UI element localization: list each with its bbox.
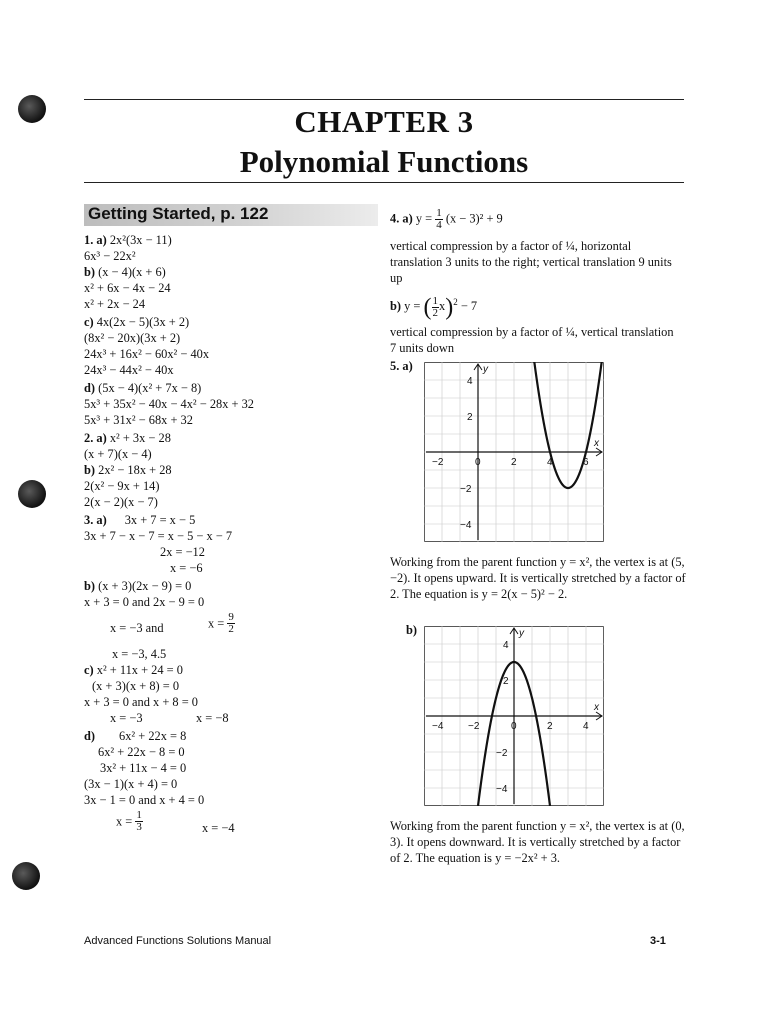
x-tick-label: 4	[547, 457, 553, 468]
math-text: 4x(2x − 5)(3x + 2)	[96, 315, 190, 329]
answer-line	[84, 430, 171, 446]
numerator: 1	[432, 294, 439, 307]
math-text: x = −8	[196, 711, 229, 725]
math-text: 2x² − 18x + 28	[98, 463, 172, 477]
graph-5a-svg	[424, 362, 604, 542]
math-text: )	[445, 294, 454, 321]
y-tick-label: −4	[496, 784, 508, 795]
answer-line	[84, 396, 254, 412]
part-label: c)	[84, 663, 94, 677]
part-label: c)	[84, 315, 94, 329]
answer-line	[84, 512, 195, 528]
answer-line	[110, 710, 143, 726]
part-label: d)	[84, 381, 96, 395]
math-text: 24x³ − 44x² − 40x	[84, 363, 174, 377]
q5a-label-line	[390, 358, 413, 374]
math-text: x = −4	[202, 821, 235, 835]
y-tick-label: 2	[467, 412, 473, 423]
answer-line	[84, 728, 186, 744]
q4b-equation	[390, 294, 477, 319]
math-text: 3x² + 11x − 4 = 0	[100, 761, 187, 775]
math-text: (5x − 4)(x² + 7x − 8)	[98, 381, 202, 395]
x-tick-label: 2	[547, 721, 553, 732]
math-text: 5x³ + 31x² − 68x + 32	[84, 413, 193, 427]
answer-line	[116, 810, 143, 833]
answer-line	[100, 760, 186, 776]
y-tick-label: −2	[496, 748, 508, 759]
q5a-description	[390, 554, 686, 602]
graph-5b-svg	[424, 626, 604, 806]
description-text: vertical compression by a factor of	[390, 239, 563, 253]
answer-line	[84, 662, 183, 678]
denominator: 2	[228, 623, 234, 635]
q4a-description	[390, 238, 682, 286]
math-text: x² + 2x − 24	[84, 297, 146, 311]
page-number: 3-1	[650, 935, 666, 947]
part-label: b)	[84, 463, 96, 477]
answer-line	[84, 578, 191, 594]
math-text: x	[439, 299, 446, 314]
question-label: b)	[406, 623, 418, 637]
part-label: a)	[96, 513, 107, 527]
answer-line	[84, 248, 136, 264]
x-tick-label: 2	[511, 457, 517, 468]
q4b-description	[390, 324, 682, 356]
answer-line	[196, 710, 229, 726]
exponent: 2	[453, 297, 458, 307]
math-text: x = −3, 4.5	[112, 647, 167, 661]
math-text: x² + 6x − 4x − 24	[84, 281, 171, 295]
math-text: (x + 3)(x + 8) = 0	[92, 679, 180, 693]
math-text: 24x³ + 16x² − 60x² − 40x	[84, 347, 210, 361]
math-text: (	[423, 294, 432, 321]
math-text: 6x³ − 22x²	[84, 249, 136, 263]
x-tick-label: 6	[583, 457, 589, 468]
question-label: 4. a)	[390, 211, 413, 226]
chapter-title: Polynomial Functions	[239, 144, 529, 179]
y-tick-label: 4	[503, 640, 509, 651]
math-text: (x − 3)² + 9	[445, 211, 503, 226]
answer-line	[160, 544, 205, 560]
section-banner	[84, 204, 378, 226]
fraction-nine-halves	[227, 612, 235, 635]
answer-line	[84, 280, 171, 296]
y-axis-label: y	[519, 628, 524, 639]
x-tick-label: −2	[432, 457, 444, 468]
description-text: , horizontal translation 3 units to the right; vertical translation 9 units up	[390, 239, 672, 285]
question-label: 5. a)	[390, 359, 413, 373]
y-tick-label: 4	[467, 376, 473, 387]
description-text: Working from the parent function y = x², the vertex is at (0, 3). It opens downward. It is vertically stretched by a factor of 2. The equation is y = −2x² + 3.	[390, 819, 685, 865]
section-heading: Getting Started, p. 122	[88, 204, 269, 223]
math-text: 5x³ + 35x² − 40x − 4x² − 28x + 32	[84, 397, 254, 411]
q4a-equation	[390, 208, 503, 231]
math-text: 2(x − 2)(x − 7)	[84, 495, 158, 509]
math-text: 3x + 7 − x − 7 = x − 5 − x − 7	[84, 529, 233, 543]
footer-title: Advanced Functions Solutions Manual	[84, 935, 272, 947]
question-number: 3.	[84, 513, 94, 527]
answer-line	[202, 820, 235, 836]
answer-line	[84, 462, 172, 478]
description-text: Working from the parent function y = x², the vertex is at (5, −2). It opens upward. It is vertically stretched by a factor of 2. The equation is y = 2(x − 5)² − 2.	[390, 555, 686, 601]
fraction-one-half	[432, 296, 440, 319]
graph-5a	[424, 362, 604, 542]
question-label: b)	[390, 299, 402, 314]
math-text: x =	[208, 616, 225, 631]
math-text: 6x² + 22x − 8 = 0	[98, 745, 185, 759]
answer-line	[84, 594, 204, 610]
x-tick-label: −2	[468, 721, 480, 732]
math-text: x + 3 = 0 and x + 8 = 0	[84, 695, 198, 709]
title-rule	[84, 182, 684, 183]
math-text: (3x − 1)(x + 4) = 0	[84, 777, 178, 791]
answer-line	[84, 478, 160, 494]
answer-line	[112, 646, 166, 662]
numerator: 9	[228, 611, 234, 623]
math-text: x + 3 = 0 and 2x − 9 = 0	[84, 595, 205, 609]
answer-line	[84, 446, 152, 462]
denominator: 4	[436, 219, 442, 231]
math-text: − 7	[460, 299, 478, 314]
q5b-description	[390, 818, 686, 866]
math-text: x = −3 and	[110, 621, 164, 635]
math-text: (8x² − 20x)(3x + 2)	[84, 331, 181, 345]
top-rule	[84, 99, 684, 100]
math-text: 6x² + 22x = 8	[119, 729, 187, 743]
math-text: 3x + 7 = x − 5	[124, 513, 196, 527]
math-text: x = −3	[110, 711, 143, 725]
y-axis-label: y	[483, 364, 488, 375]
math-text: 2x = −12	[160, 545, 205, 559]
question-number: 2.	[84, 431, 94, 445]
math-text: x² + 11x + 24 = 0	[96, 663, 183, 677]
denominator: 3	[136, 821, 142, 833]
x-tick-label: 4	[583, 721, 589, 732]
answer-line	[84, 314, 189, 330]
answer-line	[84, 362, 174, 378]
fraction-one-fourth	[435, 208, 443, 231]
math-text: x = −6	[170, 561, 203, 575]
x-tick-label: −4	[432, 721, 444, 732]
fraction-one-third	[135, 810, 143, 833]
y-tick-label: −2	[460, 484, 472, 495]
binder-hole-bottom	[12, 862, 40, 890]
math-text: x =	[116, 814, 133, 829]
denominator: 2	[432, 306, 439, 319]
answer-line	[84, 296, 145, 312]
answer-line	[92, 678, 179, 694]
math-text: y =	[404, 299, 421, 314]
numerator: 1	[436, 207, 442, 219]
y-tick-label: −4	[460, 520, 472, 531]
part-label: b)	[84, 265, 96, 279]
math-text: y =	[415, 211, 433, 226]
y-tick-label: 2	[503, 676, 509, 687]
answer-line	[84, 330, 180, 346]
answer-line	[84, 494, 158, 510]
answer-line	[84, 380, 201, 396]
left-column	[84, 232, 374, 852]
answer-line	[84, 346, 209, 362]
binder-hole-middle	[18, 480, 46, 508]
math-text: 3x − 1 = 0 and x + 4 = 0	[84, 793, 205, 807]
numerator: 1	[136, 809, 142, 821]
x-tick-label: 0	[511, 721, 517, 732]
graph-5b	[424, 626, 604, 806]
inline-fraction: ¼	[565, 239, 575, 253]
part-label: d)	[84, 729, 96, 743]
answer-line	[208, 612, 235, 635]
math-text: 2(x² − 9x + 14)	[84, 479, 160, 493]
answer-line	[84, 792, 204, 808]
answer-line	[84, 232, 172, 248]
answer-line	[84, 776, 177, 792]
chapter-label: CHAPTER 3	[294, 104, 474, 139]
math-text: 2x²(3x − 11)	[109, 233, 172, 247]
part-label: a)	[96, 233, 107, 247]
math-text: (x − 4)(x + 6)	[98, 265, 166, 279]
answer-line	[98, 744, 185, 760]
answer-line	[110, 620, 164, 636]
part-label: b)	[84, 579, 96, 593]
part-label: a)	[96, 431, 107, 445]
math-text: (x + 3)(2x − 9) = 0	[98, 579, 192, 593]
math-text: (x + 7)(x − 4)	[84, 447, 152, 461]
answer-line	[84, 412, 193, 428]
description-text: vertical compression by a factor of	[390, 325, 563, 339]
answer-line	[84, 264, 166, 280]
q5b-label-line	[406, 622, 417, 638]
binder-hole-top	[18, 95, 46, 123]
answer-line	[84, 694, 198, 710]
answer-line	[84, 528, 232, 544]
math-text: x² + 3x − 28	[109, 431, 171, 445]
inline-fraction: ¼	[565, 325, 575, 339]
x-tick-label: 0	[475, 457, 481, 468]
description-text: , vertical translation 7 units down	[390, 325, 674, 355]
answer-line	[170, 560, 203, 576]
x-axis-label: x	[594, 702, 599, 713]
x-axis-label: x	[594, 438, 599, 449]
question-number: 1.	[84, 233, 94, 247]
